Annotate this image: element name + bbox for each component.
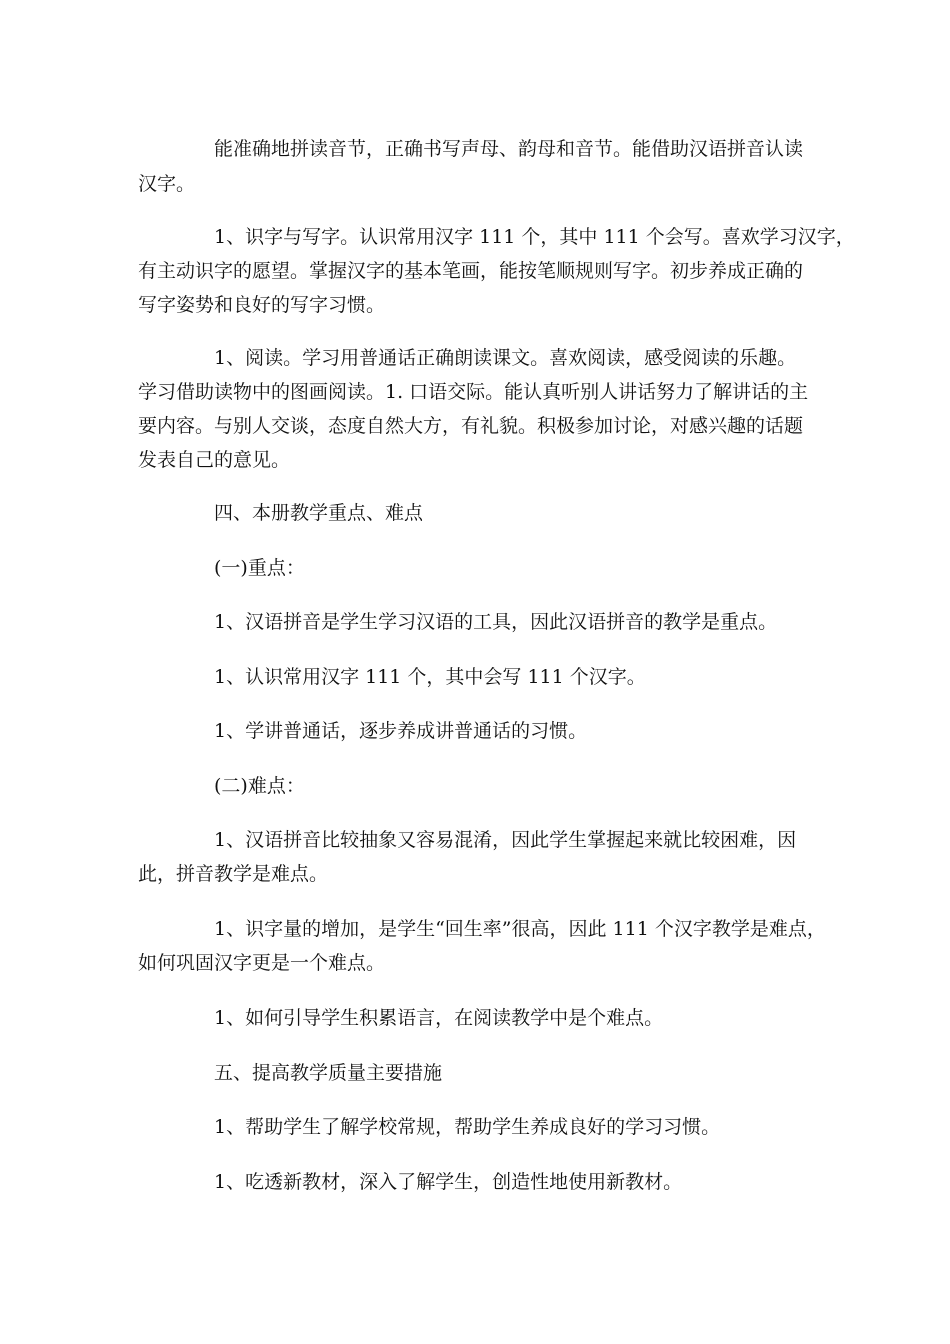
paragraph-line: 1、吃透新教材，深入了解学生，创造性地使用新教材。 [214, 1171, 683, 1193]
paragraph-line: 1、如何引导学生积累语言，在阅读教学中是个难点。 [214, 1007, 664, 1029]
paragraph-line: 1、认识常用汉字 111 个，其中会写 111 个汉字。 [214, 666, 646, 688]
paragraph-line: 1、汉语拼音是学生学习汉语的工具，因此汉语拼音的教学是重点。 [214, 611, 778, 633]
paragraph-line: 此，拼音教学是难点。 [138, 863, 329, 885]
paragraph-line: 1、帮助学生了解学校常规，帮助学生养成良好的学习习惯。 [214, 1116, 721, 1138]
paragraph-line: 1、阅读。学习用普通话正确朗读课文。喜欢阅读，感受阅读的乐趣。 [214, 347, 797, 369]
paragraph-line: 如何巩固汉字更是一个难点。 [138, 952, 386, 974]
subsection-heading: (一)重点： [214, 557, 305, 579]
paragraph-line: 1、学讲普通话，逐步养成讲普通话的习惯。 [214, 720, 588, 742]
paragraph-line: 要内容。与别人交谈，态度自然大方，有礼貌。积极参加讨论，对感兴趣的话题 [138, 415, 804, 437]
section-heading: 五、提高教学质量主要措施 [214, 1062, 443, 1084]
paragraph-line: 学习借助读物中的图画阅读。1. 口语交际。能认真听别人讲话努力了解讲话的主 [138, 381, 809, 403]
paragraph-line: 1、识字量的增加，是学生“回生率”很高，因此 111 个汉字教学是难点， [214, 918, 826, 940]
paragraph-line: 1、汉语拼音比较抽象又容易混淆，因此学生掌握起来就比较困难，因 [214, 829, 797, 851]
section-heading: 四、本册教学重点、难点 [214, 502, 424, 524]
paragraph-line: 1、识字与写字。认识常用汉字 111 个，其中 111 个会写。喜欢学习汉字， [214, 226, 855, 248]
paragraph-line: 有主动识字的愿望。掌握汉字的基本笔画，能按笔顺规则写字。初步养成正确的 [138, 260, 804, 282]
paragraph-line: 汉字。 [138, 173, 196, 195]
paragraph-line: 发表自己的意见。 [138, 449, 291, 471]
paragraph-line: 能准确地拼读音节，正确书写声母、韵母和音节。能借助汉语拼音认读 [214, 138, 804, 160]
paragraph-line: 写字姿势和良好的写字习惯。 [138, 294, 386, 316]
subsection-heading: (二)难点： [214, 775, 305, 797]
